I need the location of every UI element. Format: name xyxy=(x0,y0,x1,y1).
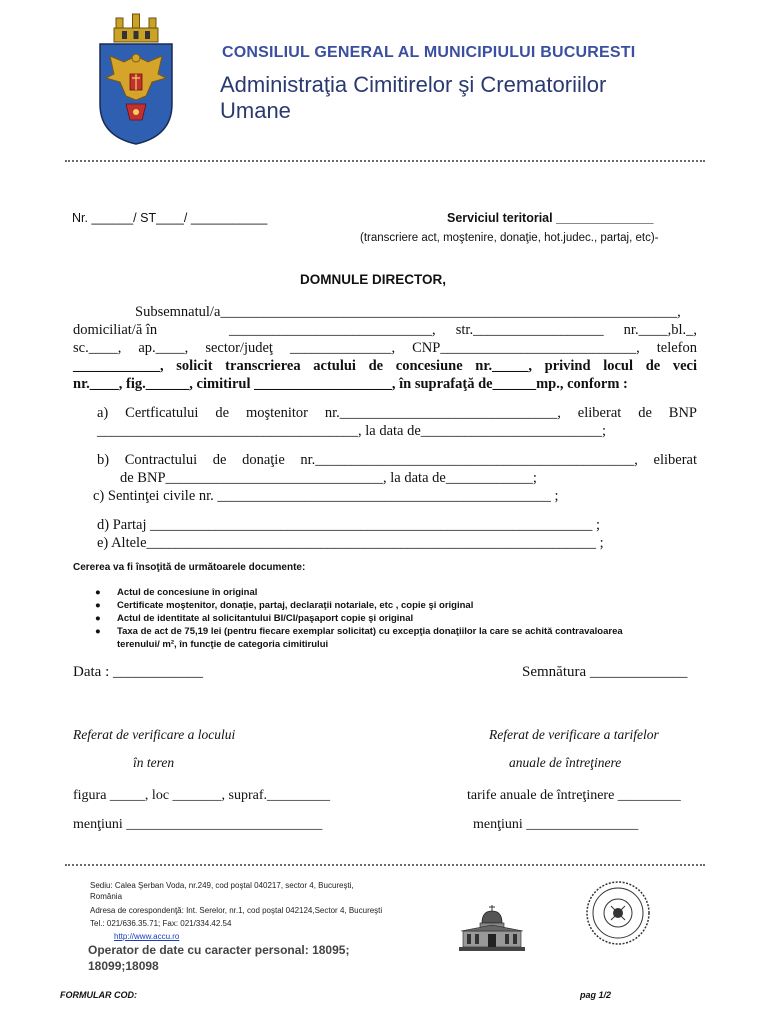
territorial-service: Serviciul teritorial ______________ xyxy=(447,211,654,225)
option-c: c) Sentinţei civile nr. ______________________________________________ ; xyxy=(93,488,559,504)
location-check-title: Referat de verificare a locului xyxy=(73,727,236,742)
page-number: pag 1/2 xyxy=(580,990,612,1000)
website-link[interactable]: http://www.accu.ro xyxy=(114,932,180,941)
applicant-name-line: Subsemnatul/a_______________________________________________________________, xyxy=(135,304,681,320)
tariff-check-subtitle: anuale de întreţinere xyxy=(509,755,622,770)
list-item: ● Actul de identitate al solicitantului BI/CI/paşaport copie şi original xyxy=(95,613,414,624)
domicile-label: domiciliat/ă în xyxy=(73,322,158,338)
bullet-icon: ● xyxy=(95,600,101,611)
bullet-icon: ● xyxy=(95,587,101,598)
bullet-icon: ● xyxy=(95,626,101,637)
date-field: Data : ____________ xyxy=(73,664,203,680)
option-a-line2: ____________________________________, la data de_________________________; xyxy=(97,423,607,439)
list-item: ● Taxa de act de 75,19 lei (pentru fiecare exemplar solicitat) cu excepţia donaţiilor la care se achită contravaloarea xyxy=(95,626,623,637)
headquarters-line: Sediu: Calea Şerban Voda, nr.249, cod poştal 040217, sector 4, Bucureşti, xyxy=(90,881,354,890)
list-item: ● Certificate moştenitor, donaţie, partaj, declaraţii notariale, etc , copie şi original xyxy=(95,600,474,611)
chapel-building-icon xyxy=(457,903,527,953)
department-name xyxy=(220,72,680,124)
option-b-line2: de BNP______________________________, la data de____________; xyxy=(120,470,537,486)
form-title: DOMNULE DIRECTOR, xyxy=(300,272,447,287)
tariff-check-title: Referat de verificare a tarifelor xyxy=(489,727,659,742)
option-a-line1: a) Certficatului de moştenitor nr.______________________________, eliberat de BNP xyxy=(97,405,697,421)
location-check-notes: menţiuni ____________________________ xyxy=(73,817,323,832)
list-item-continuation: terenului/ m², în funcţie de categoria cimitirului xyxy=(117,639,329,650)
option-d: d) Partaj _____________________________________________________________ ; xyxy=(97,517,601,533)
plot-line: nr.____, fig.______, cimitirul ___________________, în suprafaţă de______mp., conform : xyxy=(73,376,628,392)
footer-divider xyxy=(65,864,705,866)
department-name-line2: Umane xyxy=(220,98,291,123)
headquarters-country: România xyxy=(90,892,123,901)
data-operator-info: Operator de date cu caracter personal: 18095; 18099;18098 xyxy=(88,943,350,973)
form-code: FORMULAR COD: xyxy=(60,990,137,1000)
phone-fax: Tel.: 021/636.35.71; Fax: 021/334.42.54 xyxy=(90,919,232,928)
address-block xyxy=(90,880,430,942)
department-name-line1: Administraţia Cimitirelor şi Crematoriilor xyxy=(220,72,607,97)
address-line: ____________________________, str.__________________ nr.____,bl._, xyxy=(229,322,697,338)
location-check-fields: figura _____, loc _______, supraf._________ xyxy=(73,788,331,803)
organization-name: CONSILIUL GENERAL AL MUNICIPIULUI BUCURESTI xyxy=(222,44,636,61)
registration-number: Nr. ______/ ST____/ ___________ xyxy=(72,211,268,225)
location-check-subtitle: în teren xyxy=(133,755,175,770)
service-note: (transcriere act, moştenire, donaţie, hot.judec., partaj, etc)- xyxy=(360,232,659,244)
tariff-check-notes: menţiuni ________________ xyxy=(473,817,639,832)
documents-heading: Cererea va fi însoţită de următoarele documente: xyxy=(73,562,306,573)
correspondence-address: Adresa de corespondenţă: Int. Serelor, nr.1, cod poştal 042124,Sector 4, Bucureşti xyxy=(90,906,383,915)
documents-list xyxy=(95,586,695,651)
header-divider xyxy=(65,160,705,162)
request-line: ____________, solicit transcrierea actului de concesiune nr._____, privind locul de veci xyxy=(73,358,697,374)
address-cnp-line: sc.____, ap.____, sector/judeţ ______________, CNP___________________________, telefon xyxy=(73,340,697,356)
option-b-line1: b) Contractului de donaţie nr.____________________________________________, eliberat xyxy=(97,452,697,468)
tariff-check-fields: tarife anuale de întreţinere _________ xyxy=(467,788,681,803)
bullet-icon: ● xyxy=(95,613,101,624)
list-item: ● Actul de concesiune în original xyxy=(95,587,258,598)
option-e: e) Altele______________________________________________________________ ; xyxy=(97,535,604,551)
bucharest-coat-of-arms xyxy=(96,12,176,147)
signature-field: Semnătura _____________ xyxy=(522,664,688,680)
official-seal-icon xyxy=(585,880,651,946)
